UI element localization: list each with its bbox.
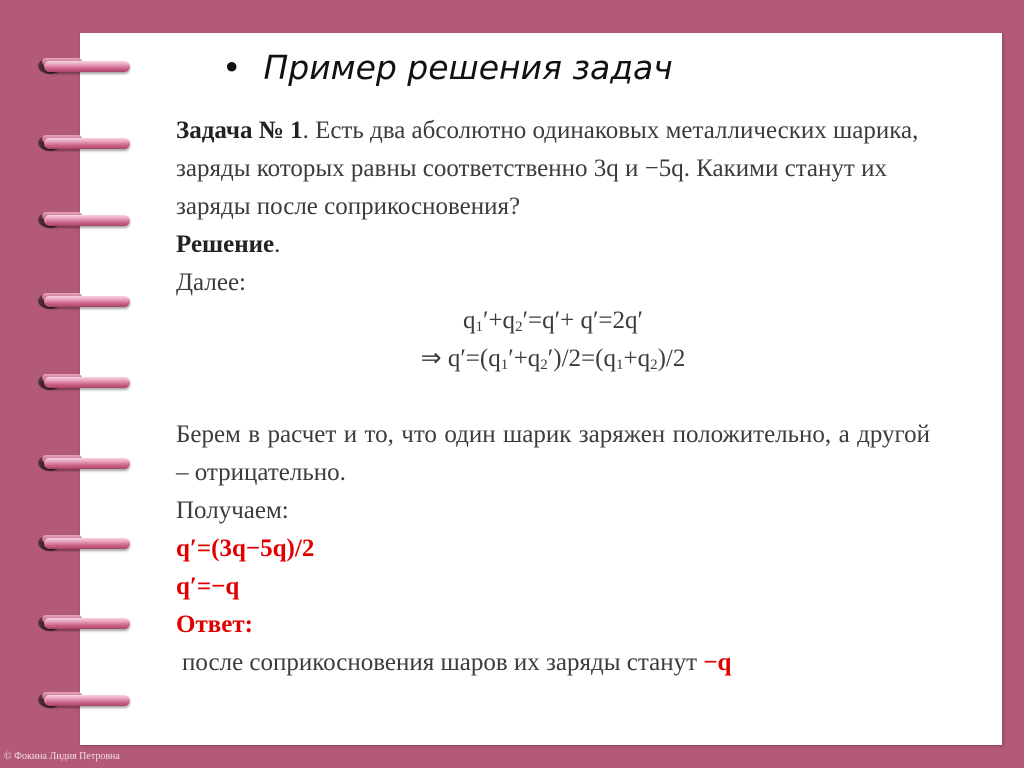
- problem-text: . Есть два абсолютно одинаковых металлических шарика, заряды которых равны соответственно 3q и −5q. Какими станут их заряды после соприкосновения?: [176, 117, 919, 220]
- calc-result: q′=−q: [176, 573, 240, 600]
- slide-title: [222, 48, 673, 87]
- spiral-ring: [38, 692, 130, 708]
- next-label: Далее:: [176, 269, 246, 296]
- sign-note: Берем в расчет и то, что один шарик заряжен положительно, а другой – отрицательно.: [176, 421, 930, 486]
- bullet-icon: •: [222, 48, 242, 87]
- spiral-ring: [38, 535, 130, 551]
- copyright-footer: © Фокина Лидия Петровна: [4, 751, 120, 762]
- get-label: Получаем:: [176, 497, 289, 524]
- solution-heading: [176, 226, 930, 264]
- spiral-ring: [38, 293, 130, 309]
- solution-label-suffix: .: [274, 231, 281, 258]
- calc-line: q′=(3q−5q)/2: [176, 535, 315, 562]
- formula-sum: $q_1'+q_2'=q'+ q'=2q'$: [462, 307, 643, 335]
- spiral-ring: [38, 135, 130, 151]
- spiral-ring: [38, 615, 130, 631]
- spiral-ring: [38, 58, 130, 74]
- answer-value: −q: [703, 649, 732, 676]
- solution-label: Решение: [176, 231, 275, 258]
- slide-title-text: Пример решения задач: [263, 48, 673, 87]
- spiral-ring: [38, 212, 130, 228]
- spiral-ring: [38, 455, 130, 471]
- slide-content: [176, 112, 930, 682]
- spiral-ring: [38, 374, 130, 390]
- answer-line: [176, 644, 930, 682]
- answer-text: после соприкосновения шаров их заряды станут: [182, 649, 704, 676]
- formula-result: ⇒ $q'=(q_1'+q_2')/2=(q_1+q_2)/2$: [420, 345, 686, 373]
- problem-label: Задача № 1: [176, 117, 303, 144]
- problem-statement: [176, 112, 930, 226]
- answer-label: Ответ:: [176, 611, 253, 638]
